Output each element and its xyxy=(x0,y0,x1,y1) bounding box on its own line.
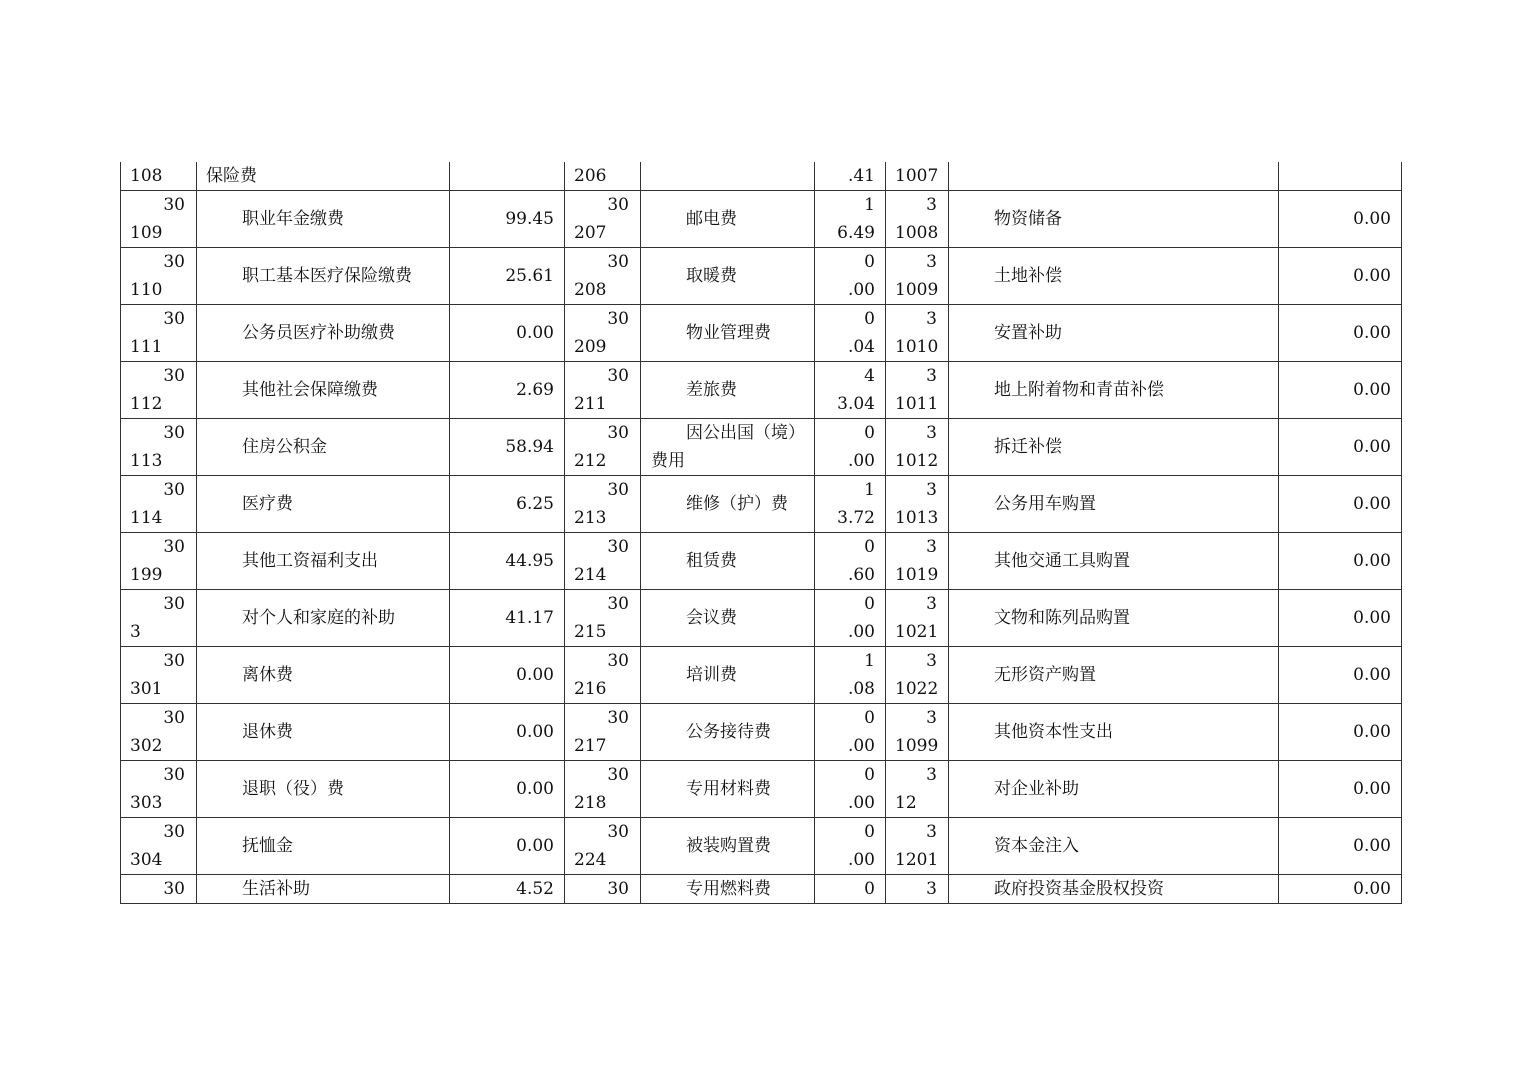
code-bottom: 1012 xyxy=(895,451,939,471)
code-bottom: 214 xyxy=(574,565,607,585)
code-top: 30 xyxy=(607,537,629,557)
code-cell xyxy=(121,476,197,533)
code-cell xyxy=(565,305,641,362)
name-cell xyxy=(949,647,1279,704)
item-name: 抚恤金 xyxy=(242,836,293,856)
table-row xyxy=(121,818,1402,875)
table-row xyxy=(121,248,1402,305)
code-cell: 108 xyxy=(121,162,197,191)
code-top: 30 xyxy=(163,480,185,500)
item-amount: 0.00 xyxy=(1353,494,1391,514)
amount-cell xyxy=(1279,533,1402,590)
item-name: 其他工资福利支出 xyxy=(242,551,378,571)
amount-cell xyxy=(1279,362,1402,419)
item-amount: 0.00 xyxy=(1353,380,1391,400)
code-top: 30 xyxy=(163,651,185,671)
code-top: 30 xyxy=(163,252,185,272)
code-top: 3 xyxy=(926,594,937,614)
amount-cell xyxy=(450,305,565,362)
code-top: 30 xyxy=(607,594,629,614)
amount-cell xyxy=(450,533,565,590)
code-cell xyxy=(886,704,949,761)
name-cell xyxy=(949,761,1279,818)
name-cell xyxy=(949,191,1279,248)
amount-cell xyxy=(1279,590,1402,647)
amount-bottom: .00 xyxy=(847,280,875,300)
item-amount: 25.61 xyxy=(505,266,554,286)
amount-cell xyxy=(450,191,565,248)
code-bottom: 1099 xyxy=(895,736,939,756)
name-cell xyxy=(641,818,815,875)
item-amount: 99.45 xyxy=(505,209,554,229)
code-cell xyxy=(121,191,197,248)
code-bottom: 109 xyxy=(130,223,163,243)
amount-cell xyxy=(815,647,886,704)
code-bottom: 208 xyxy=(574,280,607,300)
item-name: 物资储备 xyxy=(994,209,1062,229)
name-cell xyxy=(197,476,450,533)
name-cell xyxy=(949,590,1279,647)
amount-cell xyxy=(450,818,565,875)
table-row xyxy=(121,362,1402,419)
amount-top: 1 xyxy=(864,651,875,671)
code-top: 3 xyxy=(926,480,937,500)
item-name: 差旅费 xyxy=(686,380,737,400)
table-row xyxy=(121,305,1402,362)
amount-bottom: .00 xyxy=(847,850,875,870)
code-top: 30 xyxy=(163,537,185,557)
code-cell xyxy=(886,305,949,362)
code-top: 30 xyxy=(607,252,629,272)
amount-cell xyxy=(815,305,886,362)
item-amount: 0.00 xyxy=(1353,323,1391,343)
amount-top: 1 xyxy=(864,195,875,215)
code-cell xyxy=(886,533,949,590)
code-cell xyxy=(565,419,641,476)
amount-cell xyxy=(815,533,886,590)
amount-cell xyxy=(450,476,565,533)
item-amount: 58.94 xyxy=(505,437,554,457)
code-cell xyxy=(121,818,197,875)
name-cell xyxy=(641,362,815,419)
code-cell xyxy=(886,191,949,248)
amount-cell xyxy=(1279,191,1402,248)
item-amount: 41.17 xyxy=(505,608,554,628)
amount-cell xyxy=(815,191,886,248)
expenditure-table xyxy=(120,162,1402,904)
item-name: 医疗费 xyxy=(242,494,293,514)
code-bottom: 212 xyxy=(574,451,607,471)
item-amount: 0.00 xyxy=(1353,608,1391,628)
code-bottom: 3 xyxy=(130,622,141,642)
item-amount: 0.00 xyxy=(516,665,554,685)
name-cell xyxy=(197,647,450,704)
code-bottom: 213 xyxy=(574,508,607,528)
item-name: 土地补偿 xyxy=(994,266,1062,286)
name-cell xyxy=(641,476,815,533)
amount-top: 0 xyxy=(864,765,875,785)
name-cell xyxy=(197,704,450,761)
code-cell xyxy=(121,248,197,305)
code-cell xyxy=(121,305,197,362)
item-name: 物业管理费 xyxy=(686,323,771,343)
item-amount: 0.00 xyxy=(1353,836,1391,856)
item-name: 文物和陈列品购置 xyxy=(994,608,1130,628)
code-bottom: 1022 xyxy=(895,679,939,699)
name-cell xyxy=(197,191,450,248)
item-amount: 0.00 xyxy=(516,323,554,343)
amount-cell xyxy=(450,248,565,305)
item-amount: 0.00 xyxy=(1353,551,1391,571)
name-cell xyxy=(197,533,450,590)
item-name: 无形资产购置 xyxy=(994,665,1096,685)
code-bottom: 215 xyxy=(574,622,607,642)
code-bottom: 211 xyxy=(574,394,607,414)
code-cell xyxy=(121,704,197,761)
code-top: 30 xyxy=(607,765,629,785)
code-top: 30 xyxy=(163,708,185,728)
amount-top: 1 xyxy=(864,480,875,500)
code-top: 30 xyxy=(163,765,185,785)
name-cell xyxy=(641,647,815,704)
amount-cell xyxy=(1279,818,1402,875)
code-bottom: 199 xyxy=(130,565,163,585)
amount-cell xyxy=(815,248,886,305)
amount-cell xyxy=(815,761,886,818)
item-name: 其他社会保障缴费 xyxy=(242,380,378,400)
name-cell xyxy=(949,362,1279,419)
code-cell xyxy=(565,191,641,248)
code-top: 30 xyxy=(607,480,629,500)
item-name: 取暖费 xyxy=(686,266,737,286)
amount-cell xyxy=(815,476,886,533)
code-top: 30 xyxy=(607,708,629,728)
code-cell xyxy=(121,362,197,419)
code-top: 3 xyxy=(926,822,937,842)
code-bottom: 1011 xyxy=(895,394,939,414)
code-top: 30 xyxy=(163,423,185,443)
code-top: 30 xyxy=(607,423,629,443)
item-name: 被装购置费 xyxy=(686,836,771,856)
code-top: 3 xyxy=(926,195,937,215)
amount-top: 0 xyxy=(864,537,875,557)
item-name: 会议费 xyxy=(686,608,737,628)
name-cell xyxy=(641,590,815,647)
name-cell xyxy=(949,162,1279,191)
code-cell xyxy=(121,533,197,590)
name-cell xyxy=(949,419,1279,476)
item-name: 退职（役）费 xyxy=(242,779,344,799)
code-bottom: 209 xyxy=(574,337,607,357)
code-bottom: 218 xyxy=(574,793,607,813)
code-bottom: 207 xyxy=(574,223,607,243)
amount-cell xyxy=(815,590,886,647)
amount-top: 4 xyxy=(864,366,875,386)
name-cell xyxy=(949,533,1279,590)
item-name: 安置补助 xyxy=(994,323,1062,343)
item-amount: 0.00 xyxy=(1353,437,1391,457)
code-bottom: 1010 xyxy=(895,337,939,357)
table-row xyxy=(121,875,1402,904)
code-top: 30 xyxy=(163,195,185,215)
code-cell xyxy=(565,647,641,704)
code-bottom: 1013 xyxy=(895,508,939,528)
amount-bottom: .00 xyxy=(847,451,875,471)
code-bottom: 113 xyxy=(130,451,163,471)
code-cell xyxy=(886,590,949,647)
name-cell xyxy=(197,761,450,818)
item-name: 对企业补助 xyxy=(994,779,1079,799)
amount-cell: .41 xyxy=(815,162,886,191)
table-row xyxy=(121,419,1402,476)
item-name: 职工基本医疗保险缴费 xyxy=(242,266,412,286)
name-cell xyxy=(641,248,815,305)
item-name: 专用材料费 xyxy=(686,779,771,799)
amount-cell xyxy=(1279,647,1402,704)
item-amount: 0.00 xyxy=(516,836,554,856)
name-cell xyxy=(197,419,450,476)
item-amount: 0.00 xyxy=(1353,779,1391,799)
code-bottom: 1009 xyxy=(895,280,939,300)
amount-cell xyxy=(450,362,565,419)
amount-cell: 0 xyxy=(815,875,886,904)
item-name: 对个人和家庭的补助 xyxy=(242,608,395,628)
item-name: 维修（护）费 xyxy=(686,494,788,514)
code-top: 30 xyxy=(163,366,185,386)
code-cell xyxy=(886,818,949,875)
item-name: 因公出国（境）费用 xyxy=(651,423,805,471)
item-amount: 6.25 xyxy=(516,494,554,514)
code-top: 30 xyxy=(607,822,629,842)
code-bottom: 12 xyxy=(895,793,917,813)
item-amount: 0.00 xyxy=(516,779,554,799)
code-cell xyxy=(565,476,641,533)
code-cell: 1007 xyxy=(886,162,949,191)
item-amount: 0.00 xyxy=(1353,665,1391,685)
name-cell xyxy=(949,305,1279,362)
code-cell xyxy=(886,476,949,533)
code-bottom: 112 xyxy=(130,394,163,414)
table-row xyxy=(121,761,1402,818)
item-name: 住房公积金 xyxy=(242,437,327,457)
amount-cell xyxy=(1279,761,1402,818)
table-row xyxy=(121,476,1402,533)
amount-cell xyxy=(815,704,886,761)
code-cell: 30 xyxy=(121,875,197,904)
code-cell: 30 xyxy=(565,875,641,904)
code-top: 30 xyxy=(607,309,629,329)
item-name: 其他交通工具购置 xyxy=(994,551,1130,571)
amount-top: 0 xyxy=(864,708,875,728)
amount-bottom: .00 xyxy=(847,736,875,756)
item-name: 职业年金缴费 xyxy=(242,209,344,229)
name-cell xyxy=(949,476,1279,533)
name-cell xyxy=(197,818,450,875)
table-row xyxy=(121,704,1402,761)
code-top: 30 xyxy=(607,195,629,215)
code-cell xyxy=(565,761,641,818)
code-top: 30 xyxy=(163,594,185,614)
name-cell xyxy=(197,362,450,419)
amount-bottom: .04 xyxy=(847,337,875,357)
item-name: 公务接待费 xyxy=(686,722,771,742)
name-cell: 政府投资基金股权投资 xyxy=(949,875,1279,904)
amount-top: 0 xyxy=(864,423,875,443)
code-cell xyxy=(886,761,949,818)
amount-top: 0 xyxy=(864,252,875,272)
amount-cell xyxy=(450,704,565,761)
code-bottom: 1021 xyxy=(895,622,939,642)
item-amount: 0.00 xyxy=(1353,209,1391,229)
table-row xyxy=(121,647,1402,704)
code-top: 30 xyxy=(163,309,185,329)
amount-cell xyxy=(815,419,886,476)
item-name: 资本金注入 xyxy=(994,836,1079,856)
amount-cell xyxy=(450,162,565,191)
amount-cell xyxy=(450,419,565,476)
item-name: 退休费 xyxy=(242,722,293,742)
name-cell xyxy=(641,533,815,590)
amount-top: 0 xyxy=(864,822,875,842)
name-cell xyxy=(949,704,1279,761)
item-name: 拆迁补偿 xyxy=(994,437,1062,457)
name-cell xyxy=(197,305,450,362)
amount-cell xyxy=(815,362,886,419)
code-top: 30 xyxy=(163,822,185,842)
code-bottom: 114 xyxy=(130,508,163,528)
code-cell: 3 xyxy=(886,875,949,904)
code-top: 3 xyxy=(926,309,937,329)
name-cell xyxy=(949,818,1279,875)
code-cell xyxy=(565,248,641,305)
item-name: 公务员医疗补助缴费 xyxy=(242,323,395,343)
code-cell xyxy=(886,647,949,704)
code-top: 3 xyxy=(926,366,937,386)
table-row xyxy=(121,590,1402,647)
name-cell: 保险费 xyxy=(197,162,450,191)
item-name: 邮电费 xyxy=(686,209,737,229)
code-top: 3 xyxy=(926,423,937,443)
code-bottom: 216 xyxy=(574,679,607,699)
code-cell xyxy=(565,590,641,647)
table-row xyxy=(121,191,1402,248)
code-bottom: 111 xyxy=(130,337,163,357)
amount-bottom: .00 xyxy=(847,793,875,813)
code-bottom: 1008 xyxy=(895,223,939,243)
item-name: 公务用车购置 xyxy=(994,494,1096,514)
name-cell xyxy=(197,590,450,647)
code-cell: 206 xyxy=(565,162,641,191)
code-cell xyxy=(886,419,949,476)
amount-cell xyxy=(1279,476,1402,533)
code-bottom: 1019 xyxy=(895,565,939,585)
name-cell xyxy=(197,248,450,305)
item-name: 租赁费 xyxy=(686,551,737,571)
code-top: 3 xyxy=(926,765,937,785)
amount-cell: 4.52 xyxy=(450,875,565,904)
amount-bottom: .08 xyxy=(847,679,875,699)
table-row xyxy=(121,162,1402,191)
item-amount: 44.95 xyxy=(505,551,554,571)
item-name: 地上附着物和青苗补偿 xyxy=(994,380,1164,400)
amount-bottom: .00 xyxy=(847,622,875,642)
item-amount: 2.69 xyxy=(516,380,554,400)
code-cell xyxy=(565,704,641,761)
amount-cell xyxy=(815,818,886,875)
name-cell xyxy=(641,305,815,362)
name-cell xyxy=(641,162,815,191)
code-cell xyxy=(121,419,197,476)
amount-top: 0 xyxy=(864,309,875,329)
name-cell: 专用燃料费 xyxy=(641,875,815,904)
amount-top: 0 xyxy=(864,594,875,614)
code-bottom: 301 xyxy=(130,679,163,699)
amount-bottom: .60 xyxy=(847,565,875,585)
code-top: 3 xyxy=(926,651,937,671)
code-cell xyxy=(886,362,949,419)
amount-bottom: 3.72 xyxy=(837,508,875,528)
code-bottom: 224 xyxy=(574,850,607,870)
amount-cell xyxy=(450,647,565,704)
code-top: 30 xyxy=(607,366,629,386)
code-cell xyxy=(121,590,197,647)
item-amount: 0.00 xyxy=(1353,722,1391,742)
amount-bottom: 3.04 xyxy=(837,394,875,414)
code-bottom: 110 xyxy=(130,280,163,300)
code-bottom: 1201 xyxy=(895,850,939,870)
code-cell xyxy=(121,761,197,818)
code-cell xyxy=(886,248,949,305)
amount-cell xyxy=(1279,162,1402,191)
code-bottom: 302 xyxy=(130,736,163,756)
item-name: 培训费 xyxy=(686,665,737,685)
code-top: 3 xyxy=(926,708,937,728)
item-amount: 0.00 xyxy=(1353,266,1391,286)
amount-bottom: 6.49 xyxy=(837,223,875,243)
code-bottom: 217 xyxy=(574,736,607,756)
name-cell xyxy=(641,191,815,248)
code-bottom: 303 xyxy=(130,793,163,813)
amount-cell: 0.00 xyxy=(1279,875,1402,904)
name-cell xyxy=(641,419,815,476)
code-top: 3 xyxy=(926,537,937,557)
amount-cell xyxy=(450,761,565,818)
name-cell xyxy=(949,248,1279,305)
code-bottom: 304 xyxy=(130,850,163,870)
code-cell xyxy=(565,533,641,590)
amount-cell xyxy=(1279,305,1402,362)
name-cell: 生活补助 xyxy=(197,875,450,904)
table-row xyxy=(121,533,1402,590)
code-top: 3 xyxy=(926,252,937,272)
code-top: 30 xyxy=(607,651,629,671)
item-amount: 0.00 xyxy=(516,722,554,742)
amount-cell xyxy=(450,590,565,647)
amount-cell xyxy=(1279,419,1402,476)
amount-cell xyxy=(1279,248,1402,305)
code-cell xyxy=(121,647,197,704)
amount-cell xyxy=(1279,704,1402,761)
name-cell xyxy=(641,761,815,818)
code-cell xyxy=(565,818,641,875)
code-cell xyxy=(565,362,641,419)
item-name: 离休费 xyxy=(242,665,293,685)
item-name: 其他资本性支出 xyxy=(994,722,1113,742)
name-cell xyxy=(641,704,815,761)
